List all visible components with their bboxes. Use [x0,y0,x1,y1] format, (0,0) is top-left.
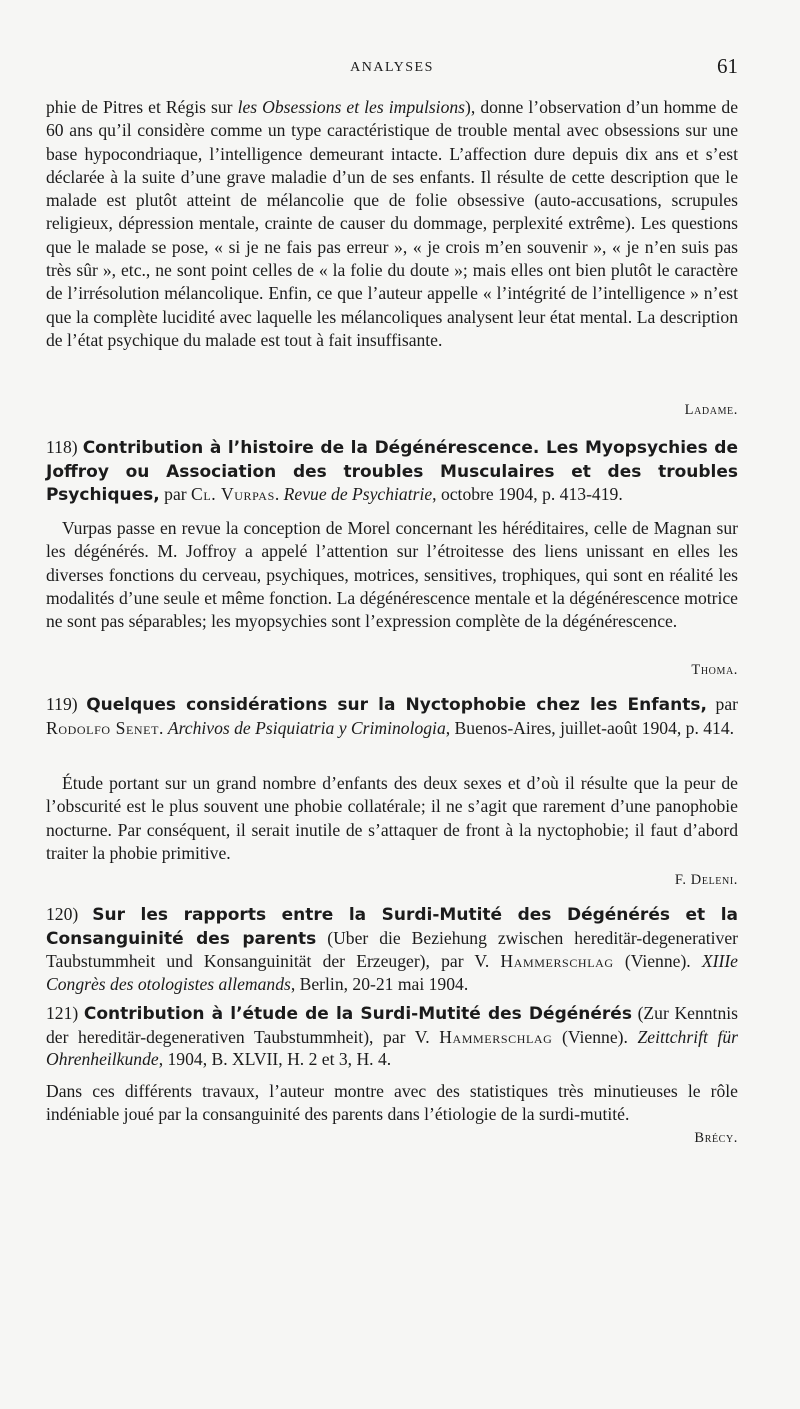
entry-number: 119) [46,694,78,714]
entry-number: 121) [46,1003,79,1023]
entry-number: 118) [46,437,78,457]
intro-paragraph [46,96,738,352]
entry-body: Dans ces différents travaux, l’auteur montre avec des statistiques très minutieuses le rôle indéniable joué par la consanguinité des parents dans l’étiologie de la surdi-mutité. [46,1081,738,1125]
entry-citation: , Berlin, 20-21 mai 1904. [290,973,469,994]
entry-text: (Vienne). [552,1026,638,1047]
running-head: ANALYSES [350,60,434,75]
entry-heading [46,1002,738,1071]
entry-journal: Archivos de Psiquiatria y Criminologia [167,717,446,738]
intro-text-start: phie de Pitres et Régis sur [46,97,238,117]
entry-sep: . [159,717,168,738]
signature: Ladame. [684,402,738,418]
entry-journal: Revue de Psychiatrie [283,484,433,504]
entry-author: Hammerschlag [500,951,614,971]
entry-body: Vurpas passe en revue la conception de Morel concernant les héréditaires, celle de Magnan sur les dégénérés. M. Joffroy a appelé l’attention sur l’étroitesse des liens unissant en elles les diverses fonctions du cerveau, psychiques, motrices, sensitives, trophiques, qui sont en réalité les modalités d’une seule et même fonction. La dégénérescence mentale et la dégénérescence motrice ne sont pas séparables; les myopsychies sont l’expression complète de la dégénérescence. [46,518,738,632]
entry-body: Étude portant sur un grand nombre d’enfants des deux sexes et d’où il résulte que la peur de l’obscurité est le plus souvent une phobie collatérale; il ne s’agit que rarement d’une panophobie nocturne. Par conséquent, il serait inutile de s’attaquer de front à la nyctophobie; il faut d’abord traiter la phobie primitive. [46,773,738,863]
entry-author: Rodolfo Senet [46,717,160,738]
entry-title: Sur les rapports entre la Surdi-Mutité des Dégénérés et la Consanguinité des parents [46,905,738,949]
entry-sep: . [274,484,284,504]
entry-journal: Zeittchrift für Ohrenheilkunde [46,1026,738,1069]
entry-by: par [706,694,738,714]
entry-title: Quelques considérations sur la Nyctophobie chez les Enfants, [86,695,707,715]
intro-text-rest: ), donne l’observation d’un homme de 60 ans qu’il considère comme un type caractéristique de trouble mental avec obsessions sur une base hypocondriaque, l’intelligence demeurant intacte. L’affection dure depuis dix ans et s’est déclarée à la suite d’une grave maladie d’un de ses enfants. Il résulte de cette description que le malade est plutôt atteint de mélancolie que de folie obsessive (auto-accusations, scrupules religieux, dépression mentale, crainte de causer du dommage, perplexité extrême). Les questions que le malade se pose, « si je ne fais pas erreur », « je crois m’en souvenir », « je n’en suis pas très sûr », etc., ne sont point celles de « la folie du doute »; mais elles ont bien plutôt le caractère de l’irrésolution mélancolique. Enfin, ce que l’auteur appelle « l’intégrité de l’intelligence » n’est que la complète lucidité avec laquelle les mélancoliques analysent leur état mental. La description de l’état psychique du malade est tout à fait insuffisante. [46,97,738,350]
signature: F. Deleni. [674,872,738,888]
entry-heading [46,693,738,739]
entry-number: 120) [46,904,79,924]
entry-journal: XIIIe Congrès des otologistes allemands [46,951,738,994]
entry-heading [46,903,738,995]
signature: Brécy. [694,1130,738,1146]
entry-title: Contribution à l’histoire de la Dégénérescence. Les Myopsychies de Joffroy ou Association des troubles Musculaires et des troubles Psychiques, [46,438,738,505]
entry-author: Hammerschlag [439,1026,553,1047]
entry-citation: , octobre 1904, p. 413-419. [432,484,623,504]
entry-author: Cl. Vurpas [191,484,275,504]
page-header [46,54,738,82]
entry-citation: , Buenos-Aires, juillet-août 1904, p. 414. [445,717,735,738]
entry-citation: , 1904, B. XLVII, H. 2 et 3, H. 4. [158,1049,392,1069]
entry-heading [46,436,738,507]
page-number: 61 [717,54,738,78]
intro-book-title: les Obsessions et les impulsions [237,97,466,117]
entry-text: (Zur Kenntnis der hereditär-degenerativen Taubstummheit), par V. [46,1003,738,1047]
entry-by: par [159,484,192,504]
entry-text: (Vienne). [613,951,702,971]
entry-title: Contribution à l’étude de la Surdi-Mutité des Dégénérés [83,1004,632,1024]
signature: Thoma. [691,662,738,678]
entry-text: (Uber die Beziehung zwischen hereditär-degenerativer Taubstummheit und Konsanguinität der Erzeuger), par V. [46,927,738,971]
